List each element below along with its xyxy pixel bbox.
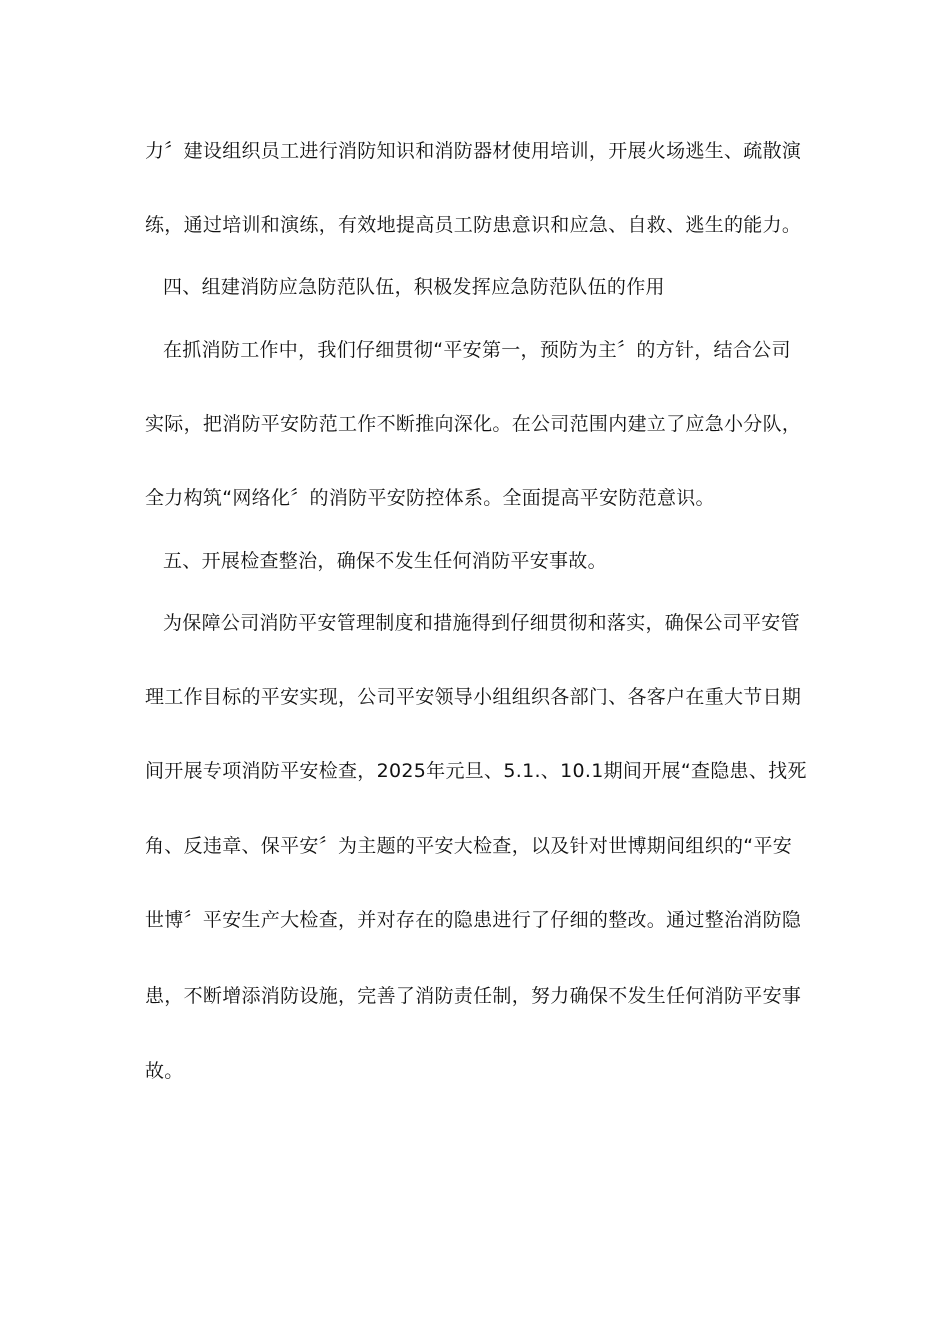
text-line: 故。 [145,1060,184,1082]
section-heading: 五、开展检查整治，确保不发生任何消防平安事故。 [163,550,607,572]
section-heading: 四、组建消防应急防范队伍，积极发挥应急防范队伍的作用 [163,276,665,298]
text-line: 全力构筑“网络化〞的消防平安防控体系。全面提高平安防范意识。 [145,487,715,509]
text-line: 角、反违章、保平安〞为主题的平安大检查，以及针对世博期间组织的“平安 [145,835,793,857]
text-line: 在抓消防工作中，我们仔细贯彻“平安第一，预防为主〞的方针，结合公司 [163,339,791,361]
text-line: 世博〞平安生产大检查，并对存在的隐患进行了仔细的整改。通过整治消防隐 [145,909,802,931]
text-line: 实际，把消防平安防范工作不断推向深化。在公司范围内建立了应急小分队， [145,413,802,435]
text-line: 力〞建设组织员工进行消防知识和消防器材使用培训，开展火场逃生、疏散演 [145,140,802,162]
text-line: 间开展专项消防平安检查，2025年元旦、5.1.、10.1期间开展“查隐患、找死 [145,760,807,782]
text-line: 患，不断增添消防设施，完善了消防责任制，努力确保不发生任何消防平安事 [145,985,802,1007]
text-line: 理工作目标的平安实现，公司平安领导小组组织各部门、各客户在重大节日期 [145,686,802,708]
text-line: 为保障公司消防平安管理制度和措施得到仔细贯彻和落实，确保公司平安管 [163,612,800,634]
text-line: 练，通过培训和演练，有效地提高员工防患意识和应急、自救、逃生的能力。 [145,214,802,236]
